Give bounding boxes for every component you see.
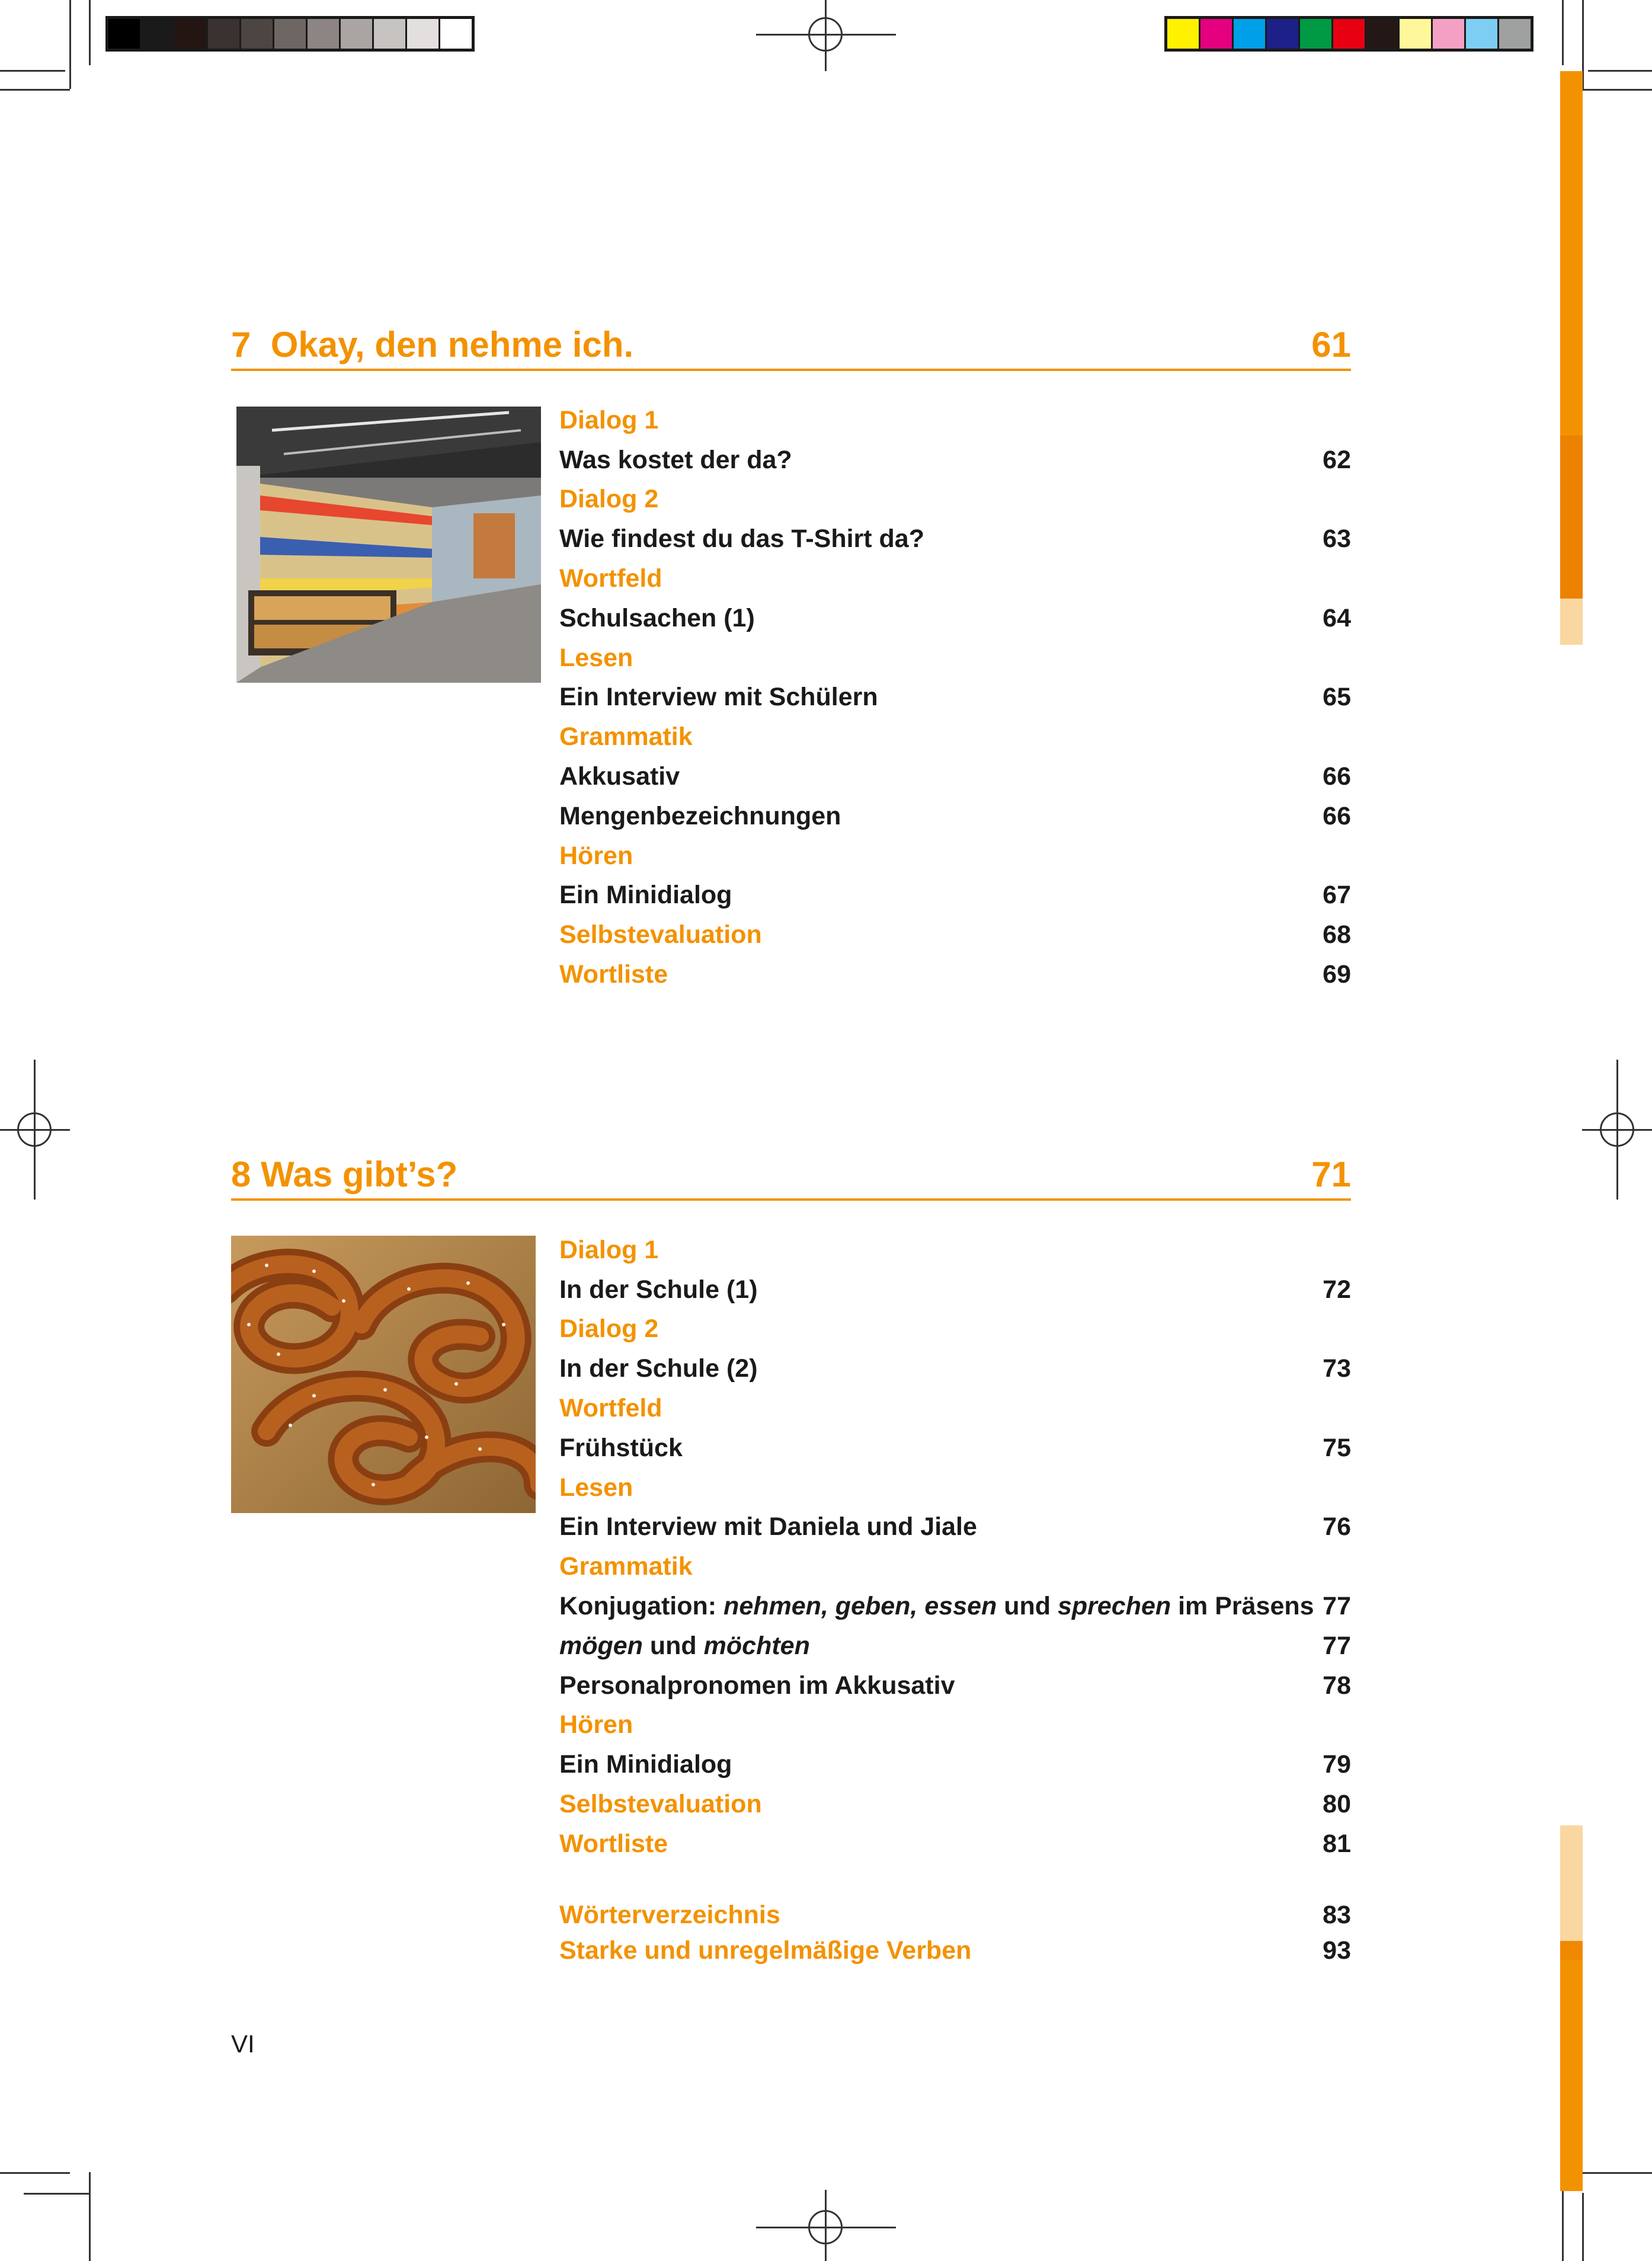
toc-category [559,1389,1351,1428]
toc-topic [559,440,1351,480]
greyscale-swatch [440,19,472,49]
chapter-7-heading [231,324,1351,371]
page-number: VI [231,2030,255,2058]
supermarket-photo [236,407,541,683]
chapter-7-title-line [231,324,633,366]
greyscale-swatch [175,19,208,49]
crop-mark [89,2172,91,2261]
toc-entry-label: Frühstück [559,1433,683,1462]
toc-entry-page: 77 [1323,1592,1351,1621]
toc-category [559,480,1351,520]
crop-mark [1582,89,1652,91]
toc-topic [559,1270,1351,1310]
toc-entry-page: 72 [1323,1275,1351,1304]
edge-tab-bottom-dark [1560,1941,1583,1960]
process-color-bar [1164,16,1533,52]
greyscale-swatch [108,19,142,49]
greyscale-swatch [374,19,407,49]
toc-topic [559,757,1351,797]
chapter-7-number: 7 [231,325,251,364]
toc-entry-label: Grammatik [559,1552,693,1581]
toc-entry-label: Dialog 1 [559,405,659,434]
color-swatch [1333,19,1366,49]
crop-mark [1588,70,1652,72]
color-swatch [1300,19,1333,49]
chapter-7-contents [559,401,1351,994]
edge-tab-bottom [1560,1960,1583,2191]
chapter-8-number: 8 [231,1155,251,1194]
toc-topic [559,1626,1351,1666]
toc-entry-page: 75 [1323,1433,1351,1462]
toc-entry-page: 68 [1323,920,1351,949]
chapter-8-contents [559,1230,1351,1864]
color-swatch [1400,19,1433,49]
edge-tab-top [1560,71,1583,436]
toc-topic [559,797,1351,836]
toc-entry-label: Selbstevaluation [559,1790,762,1819]
toc-entry-label: Akkusativ [559,762,680,791]
greyscale-swatch [208,19,241,49]
appendix-entry-page: 83 [1323,1900,1351,1929]
toc-category [559,955,1351,994]
crop-mark [69,0,71,89]
appendix-entry-label: Starke und unregelmäßige Verben [559,1936,972,1965]
toc-entry-label: Dialog 2 [559,1315,659,1344]
greyscale-swatch [241,19,274,49]
crop-mark [0,70,65,72]
crop-mark [24,2193,89,2195]
toc-topic [559,678,1351,718]
edge-tab-bottom-light [1560,1825,1583,1941]
toc-entry-label: Grammatik [559,722,693,751]
color-swatch [1466,19,1499,49]
chapter-7-page: 61 [1311,325,1351,364]
appendix-entry-label: Wörterverzeichnis [559,1900,780,1929]
toc-entry-label: In der Schule (1) [559,1275,758,1304]
crop-mark [0,89,70,91]
toc-category [559,915,1351,955]
toc-entry-page: 69 [1323,960,1351,989]
toc-entry-label: Dialog 1 [559,1235,659,1264]
toc-category [559,836,1351,876]
toc-entry-label: Dialog 2 [559,485,659,514]
toc-topic [559,599,1351,638]
toc-entry-page: 65 [1323,683,1351,712]
toc-entry-label: Lesen [559,1473,633,1502]
chapter-8-title-line [231,1153,457,1196]
crop-mark [1582,2172,1652,2174]
color-swatch [1200,19,1234,49]
toc-entry-page: 66 [1323,762,1351,791]
toc-category [559,1310,1351,1349]
toc-entry-label: Lesen [559,643,633,672]
toc-entry-label: Personalpronomen im Akkusativ [559,1671,955,1700]
color-swatch [1267,19,1300,49]
toc-entry-page: 79 [1323,1750,1351,1779]
toc-category [559,559,1351,599]
appendix-entry [559,1897,1351,1933]
appendix-entry [559,1933,1351,1968]
toc-entry-label: Was kostet der da? [559,445,792,474]
toc-topic [559,1666,1351,1706]
toc-category [559,1785,1351,1824]
toc-category [559,1468,1351,1508]
toc-entry-label: Wortfeld [559,564,662,593]
toc-category [559,638,1351,678]
toc-entry-label: Selbstevaluation [559,920,762,949]
chapter-8-title: Was gibt’s? [261,1155,458,1194]
toc-entry-label: Hören [559,841,633,870]
toc-entry-page: 64 [1323,603,1351,632]
toc-entry-page: 76 [1323,1512,1351,1542]
color-swatch [1234,19,1267,49]
toc-category [559,1547,1351,1587]
toc-category [559,1706,1351,1745]
chapter-7-title: Okay, den nehme ich. [270,325,634,364]
toc-entry-label: Wortfeld [559,1394,662,1423]
toc-entry-label: Ein Minidialog [559,881,732,910]
toc-entry-page: 66 [1323,801,1351,830]
color-swatch [1433,19,1466,49]
edge-tab-top-shade [1560,436,1583,599]
greyscale-swatch [274,19,308,49]
toc-topic [559,1349,1351,1389]
toc-entry-label: Ein Interview mit Daniela und Jiale [559,1512,977,1542]
color-swatch [1499,19,1531,49]
crop-mark [1562,0,1564,65]
crop-mark [89,0,91,65]
toc-entry-label: Ein Minidialog [559,1750,732,1779]
toc-entry-page: 67 [1323,881,1351,910]
toc-entry-page: 73 [1323,1354,1351,1383]
appendix-contents [559,1897,1351,1968]
greyscale-swatch [341,19,374,49]
appendix-entry-page: 93 [1323,1936,1351,1965]
toc-category [559,1230,1351,1270]
toc-topic [559,1587,1351,1626]
edge-tab-top-light [1560,599,1583,645]
toc-entry-label: mögen und möchten [559,1631,810,1660]
toc-category [559,401,1351,440]
greyscale-swatch [142,19,175,49]
greyscale-swatch [407,19,440,49]
toc-entry-label: Konjugation: nehmen, geben, essen und sprechen im Präsens [559,1592,1314,1621]
chapter-8-heading [231,1153,1351,1201]
toc-topic [559,519,1351,559]
pretzel-photo [231,1236,536,1513]
toc-entry-label: Wortliste [559,1829,668,1858]
toc-entry-page: 62 [1323,445,1351,474]
toc-topic [559,1428,1351,1468]
greyscale-bar [105,16,475,52]
color-swatch [1366,19,1400,49]
toc-entry-page: 81 [1323,1829,1351,1858]
toc-entry-label: In der Schule (2) [559,1354,758,1383]
toc-category [559,1824,1351,1864]
color-swatch [1167,19,1200,49]
toc-entry-label: Ein Interview mit Schülern [559,683,878,712]
greyscale-swatch [308,19,341,49]
toc-entry-label: Hören [559,1710,633,1739]
toc-entry-page: 78 [1323,1671,1351,1700]
toc-entry-label: Schulsachen (1) [559,603,755,632]
crop-mark [1582,2193,1584,2261]
toc-entry-label: Wie findest du das T-Shirt da? [559,525,924,554]
toc-entry-page: 80 [1323,1790,1351,1819]
toc-topic [559,1508,1351,1547]
toc-entry-page: 77 [1323,1631,1351,1660]
toc-category [559,717,1351,757]
toc-entry-page: 63 [1323,525,1351,554]
crop-mark [0,2172,70,2174]
chapter-8-page: 71 [1311,1155,1351,1194]
toc-entry-label: Mengenbezeichnungen [559,801,841,830]
toc-topic [559,876,1351,916]
toc-topic [559,1745,1351,1785]
toc-entry-label: Wortliste [559,960,668,989]
